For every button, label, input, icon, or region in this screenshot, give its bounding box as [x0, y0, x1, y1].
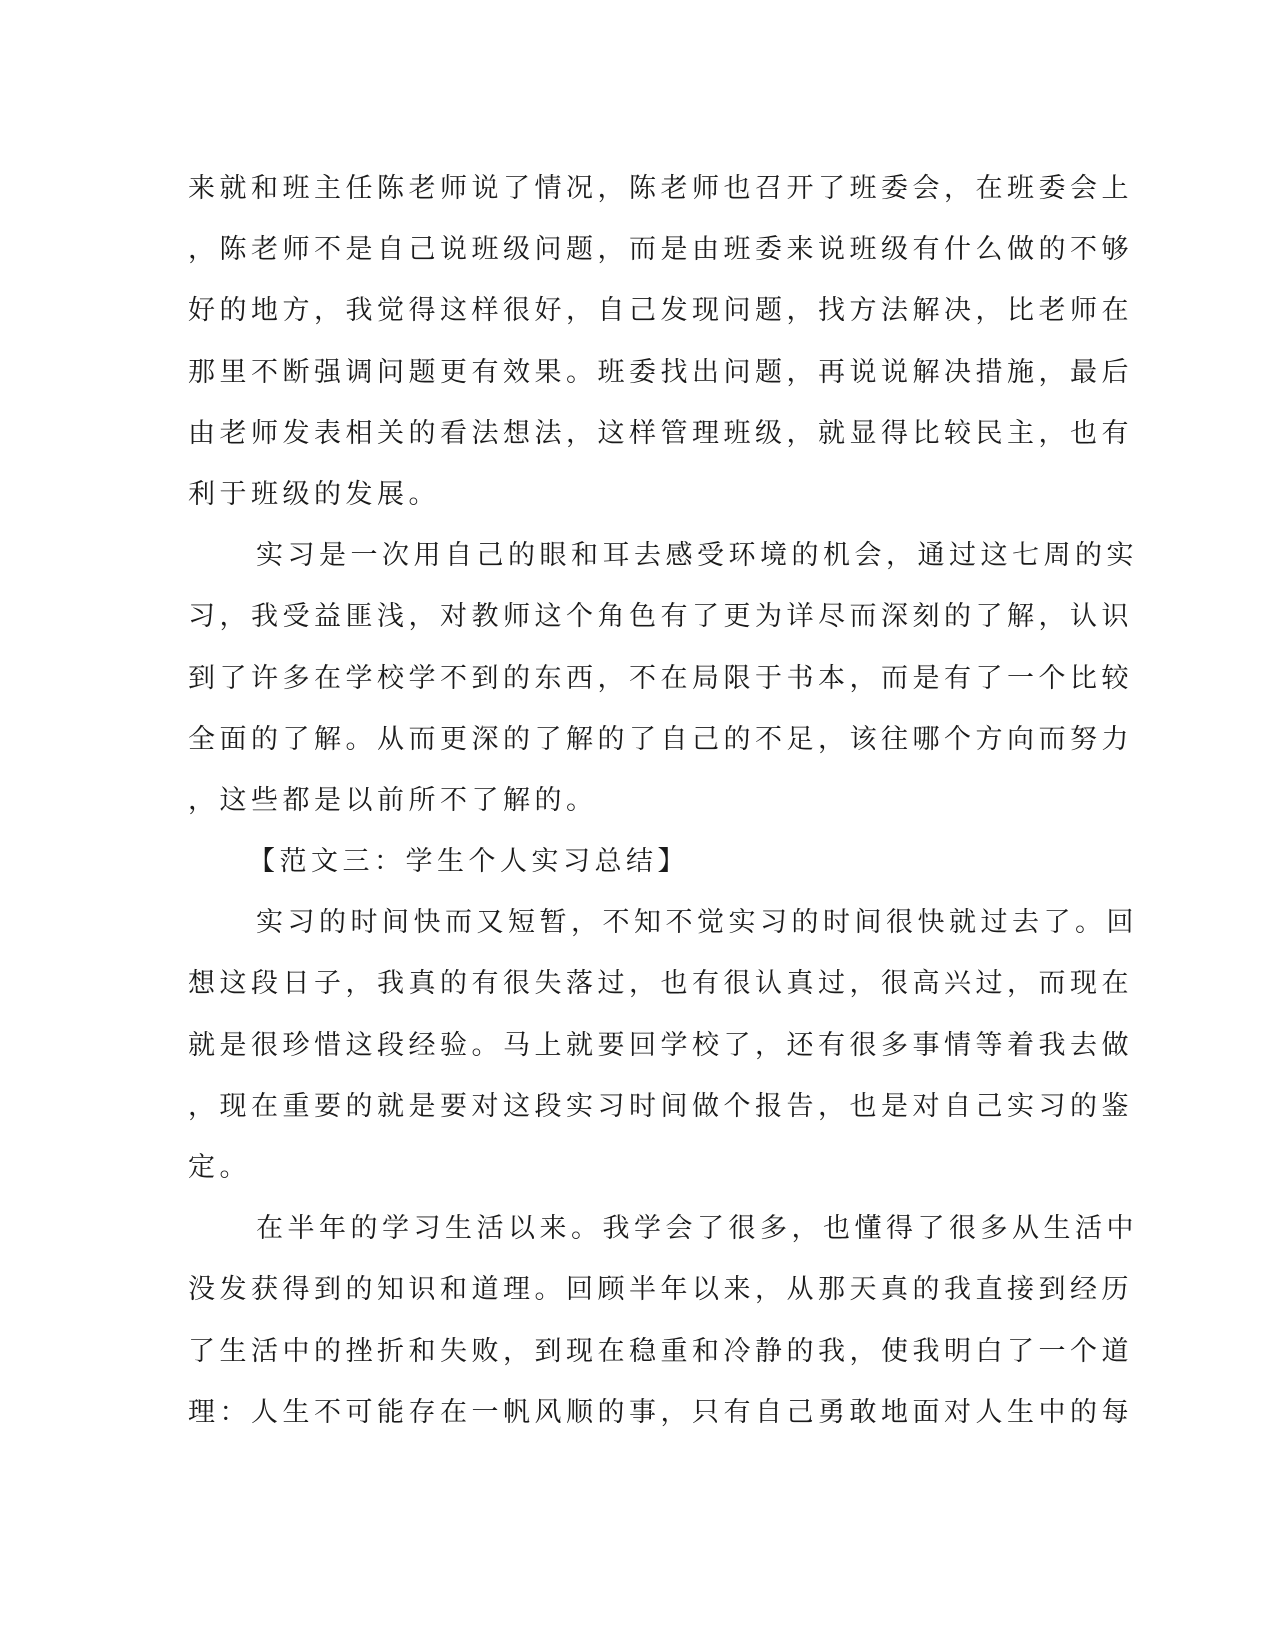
text-line: 到了许多在学校学不到的东西，不在局限于书本，而是有了一个比较	[188, 662, 1133, 694]
text-line: 就是很珍惜这段经验。马上就要回学校了，还有很多事情等着我去做	[188, 1029, 1133, 1061]
text-line: 实习的时间快而又短暂，不知不觉实习的时间很快就过去了。回	[256, 907, 1138, 939]
paragraph-3	[188, 892, 1138, 1198]
text-line: 在半年的学习生活以来。我学会了很多，也懂得了很多从生活中	[256, 1213, 1138, 1245]
paragraph-1	[188, 158, 1133, 525]
section-heading: 【范文三：学生个人实习总结】	[248, 846, 689, 878]
text-line: 定。	[188, 1152, 251, 1183]
text-line: 理：人生不可能存在一帆风顺的事，只有自己勇敢地面对人生中的每	[188, 1396, 1133, 1428]
text-line: 没发获得到的知识和道理。回顾半年以来，从那天真的我直接到经历	[188, 1274, 1133, 1306]
text-line: 实习是一次用自己的眼和耳去感受环境的机会，通过这七周的实	[256, 540, 1138, 572]
text-line: 全面的了解。从而更深的了解的了自己的不足，该往哪个方向而努力	[188, 723, 1133, 755]
paragraph-2	[188, 525, 1138, 831]
text-line: 了生活中的挫折和失败，到现在稳重和冷静的我，使我明白了一个道	[188, 1335, 1133, 1367]
text-line: ，这些都是以前所不了解的。	[188, 784, 598, 816]
paragraph-4	[188, 1198, 1138, 1443]
text-line: 由老师发表相关的看法想法，这样管理班级，就显得比较民主，也有	[188, 417, 1133, 449]
text-line: 好的地方，我觉得这样很好，自己发现问题，找方法解决，比老师在	[188, 295, 1133, 327]
text-line: 来就和班主任陈老师说了情况，陈老师也召开了班委会，在班委会上	[188, 173, 1133, 204]
text-line: 那里不断强调问题更有效果。班委找出问题，再说说解决措施，最后	[188, 356, 1133, 388]
text-line: 想这段日子，我真的有很失落过，也有很认真过，很高兴过，而现在	[188, 968, 1133, 1000]
document-body	[188, 158, 1138, 1443]
text-line: 习，我受益匪浅，对教师这个角色有了更为详尽而深刻的了解，认识	[188, 601, 1133, 633]
text-line: 利于班级的发展。	[188, 478, 440, 510]
text-line: ，现在重要的就是要对这段实习时间做个报告，也是对自己实习的鉴	[188, 1090, 1133, 1122]
text-line: ，陈老师不是自己说班级问题，而是由班委来说班级有什么做的不够	[188, 234, 1133, 266]
